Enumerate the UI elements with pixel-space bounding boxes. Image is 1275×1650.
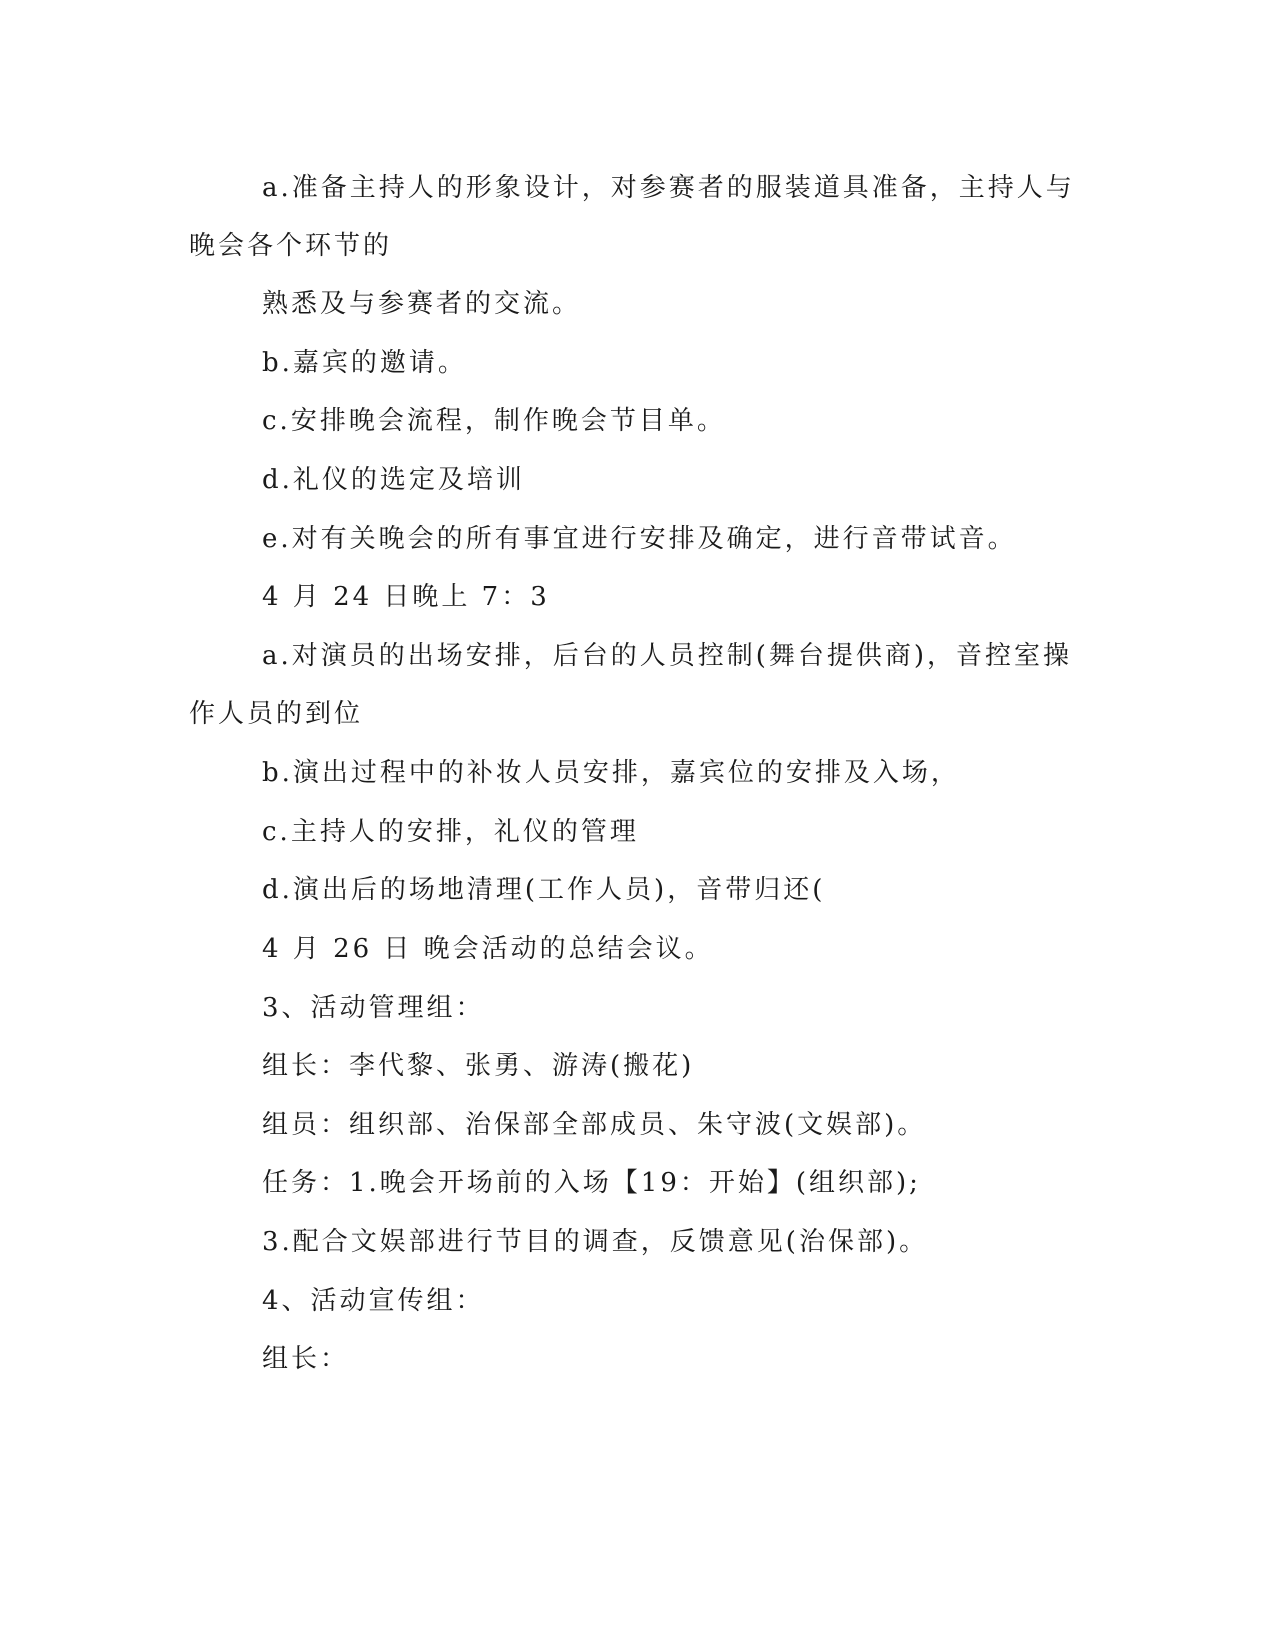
paragraph-line: 组员：组织部、治保部全部成员、朱守波(文娱部)。 bbox=[262, 1110, 927, 1140]
paragraph-line: 组长： bbox=[262, 1344, 350, 1374]
paragraph-line: a.准备主持人的形象设计，对参赛者的服装道具准备，主持人与 bbox=[262, 173, 1075, 203]
paragraph-line: e.对有关晚会的所有事宜进行安排及确定，进行音带试音。 bbox=[262, 524, 1017, 554]
paragraph-line: 4 月 26 日 晚会活动的总结会议。 bbox=[262, 934, 714, 964]
paragraph-line: 任务：1.晚会开场前的入场【19：开始】(组织部); bbox=[262, 1168, 921, 1198]
paragraph-line: c.安排晚会流程，制作晚会节目单。 bbox=[262, 406, 726, 436]
paragraph-line: 3.配合文娱部进行节目的调查，反馈意见(治保部)。 bbox=[262, 1227, 929, 1257]
paragraph-line: a.对演员的出场安排，后台的人员控制(舞台提供商)，音控室操 bbox=[262, 641, 1073, 671]
paragraph-line: 晚会各个环节的 bbox=[189, 231, 393, 261]
paragraph-line: d.演出后的场地清理(工作人员)，音带归还( bbox=[262, 875, 826, 905]
paragraph-line: d.礼仪的选定及培训 bbox=[262, 465, 525, 495]
paragraph-line: b.演出过程中的补妆人员安排，嘉宾位的安排及入场， bbox=[262, 758, 960, 788]
section-heading: 4、活动宣传组： bbox=[262, 1286, 485, 1316]
paragraph-line: 作人员的到位 bbox=[189, 699, 364, 729]
section-heading: 3、活动管理组： bbox=[262, 993, 485, 1023]
paragraph-line: c.主持人的安排，礼仪的管理 bbox=[262, 817, 639, 847]
paragraph-line: b.嘉宾的邀请。 bbox=[262, 348, 467, 378]
paragraph-line: 组长：李代黎、张勇、游涛(搬花) bbox=[262, 1051, 695, 1081]
paragraph-line: 4 月 24 日晚上 7：3 bbox=[262, 582, 550, 612]
paragraph-line: 熟悉及与参赛者的交流。 bbox=[262, 289, 582, 319]
